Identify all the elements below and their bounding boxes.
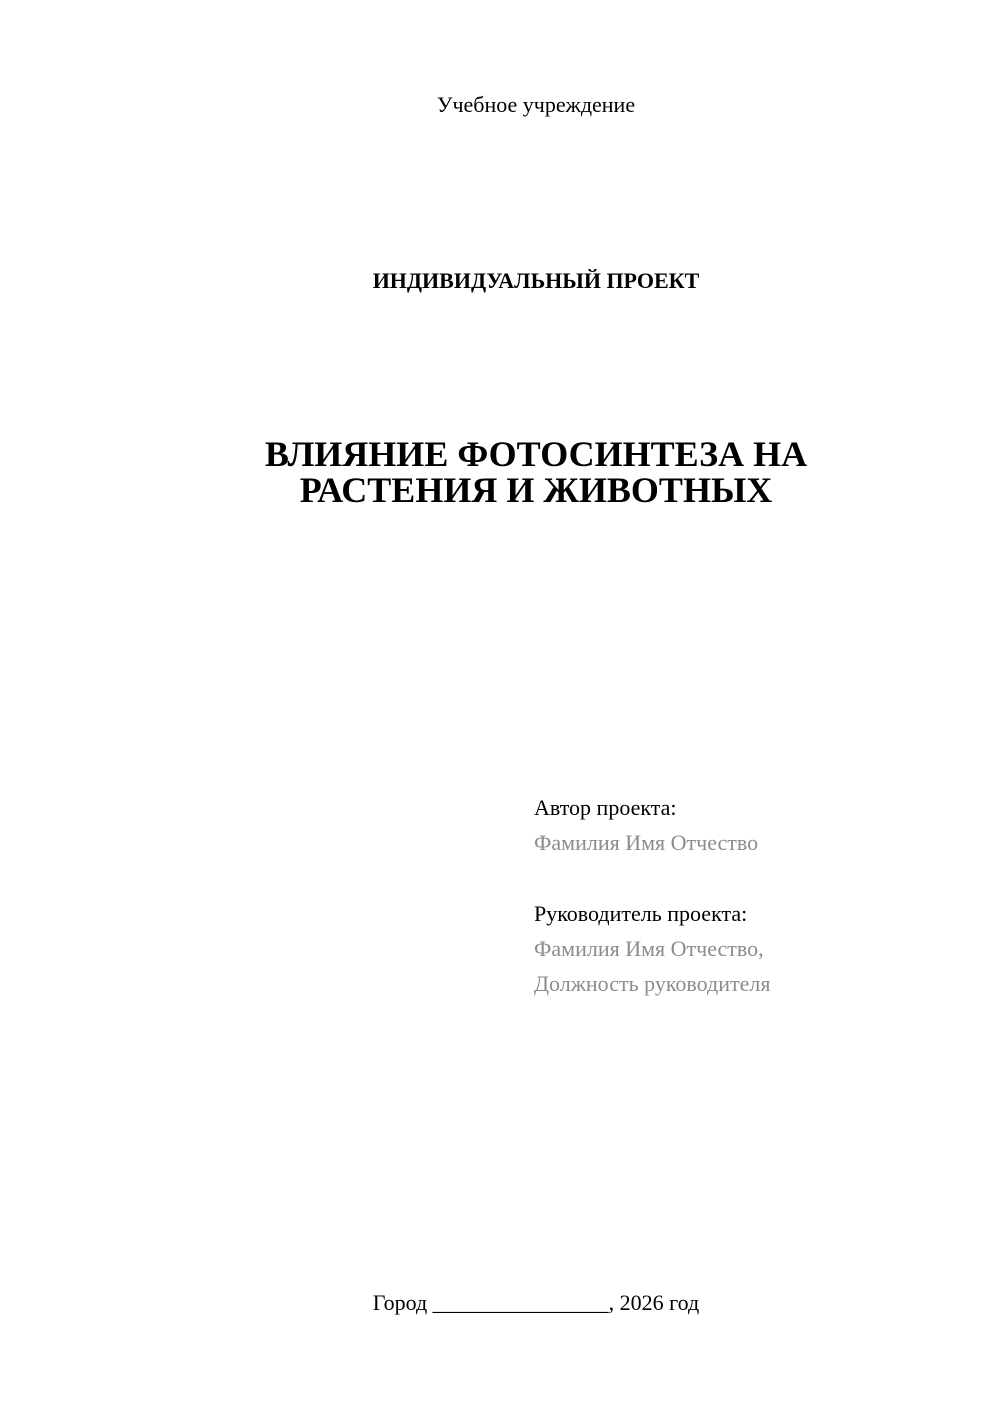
- supervisor-name: Фамилия Имя Отчество,: [534, 936, 764, 961]
- project-title-line-1: ВЛИЯНИЕ ФОТОСИНТЕЗА НА: [264, 434, 808, 474]
- author-label: Автор проекта:: [534, 795, 677, 820]
- institution-name: Учебное учреждение: [436, 92, 636, 117]
- credits-spacer: [534, 860, 770, 896]
- project-title: [0, 436, 1000, 508]
- project-type-heading: ИНДИВИДУАЛЬНЫЙ ПРОЕКТ: [372, 268, 700, 293]
- project-title-line-2: РАСТЕНИЯ И ЖИВОТНЫХ: [299, 470, 773, 510]
- author-name: Фамилия Имя Отчество: [534, 830, 759, 855]
- supervisor-position: Должность руководителя: [534, 971, 771, 996]
- credits-block: [534, 790, 770, 1001]
- supervisor-label: Руководитель проекта:: [534, 901, 748, 926]
- city-year-line: Город ________________, 2026 год: [372, 1290, 700, 1315]
